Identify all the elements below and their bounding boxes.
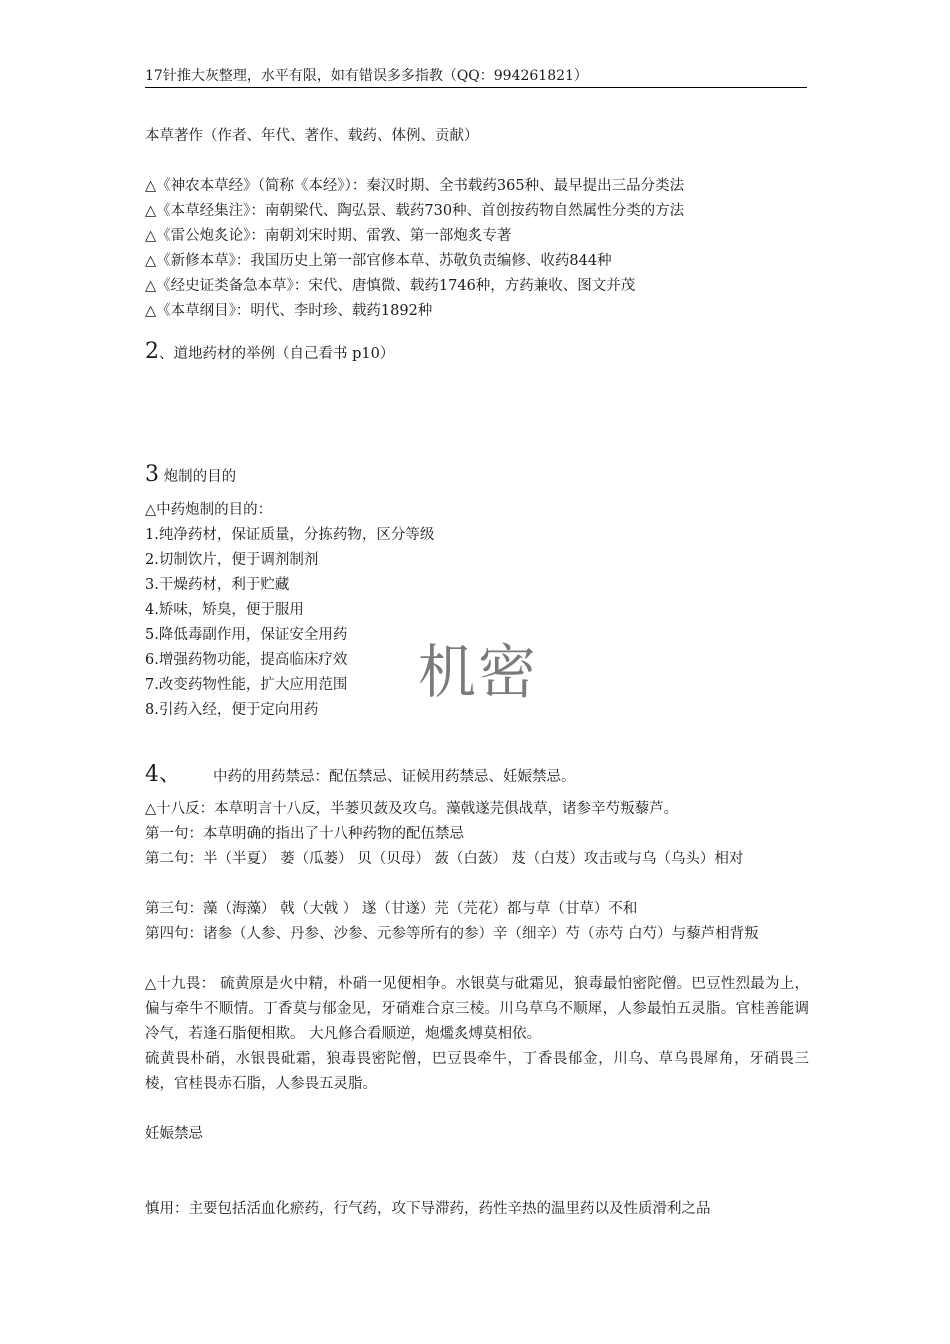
- fears-summary: 硫黄畏朴硝，水银畏砒霜，狼毒畏密陀僧，巴豆畏牵牛，丁香畏郁金，川乌、草乌畏犀角，牙硝畏三棱，官桂畏赤石脂，人参畏五灵脂。: [145, 1051, 809, 1092]
- section-2-number: 2: [145, 339, 159, 364]
- book-item-4: △《新修本草》：我国历史上第一部官修本草、苏敬负责编修、收药844种: [145, 253, 612, 269]
- section-4-heading: [145, 761, 576, 791]
- section-3-heading: [145, 460, 810, 492]
- book-item-5: △《经史证类备急本草》：宋代、唐慎微、载药1746种，方药兼收、图文并茂: [145, 278, 636, 294]
- processing-item-4: 4.矫味，矫臭，便于服用: [145, 602, 304, 618]
- verse-line-4: 第四句：诸参（人参、丹参、沙参、元参等所有的参）辛（细辛）芍（赤芍 白芍）与藜芦相背叛: [145, 926, 759, 942]
- confidential-watermark: 机密: [418, 638, 539, 706]
- section-1-title: 本草著作（作者、年代、著作、载药、体例、贡献）: [145, 128, 479, 144]
- processing-item-3: 3.干燥药材，利于贮藏: [145, 577, 290, 593]
- processing-item-2: 2.切制饮片，便于调剂制剂: [145, 552, 319, 568]
- section-4-number: 4、: [145, 762, 181, 787]
- section-2-title: 、道地药材的举例（自己看书 p10）: [159, 346, 395, 362]
- processing-intro: △中药炮制的目的：: [145, 502, 273, 518]
- processing-item-8: 8.引药入经，便于定向用药: [145, 702, 319, 718]
- nineteen-fears: △十九畏： 硫黄原是火中精，朴硝一见便相争。水银莫与砒霜见，狼毒最怕密陀僧。巴豆性烈最为上，偏与牵牛不顺情。丁香莫与郁金见，牙硝难合京三棱。川乌草乌不顺犀，人参最怕五灵脂。官桂善能调冷气，若逢石脂便相欺。 大凡修合看顺逆，炮爁炙煿莫相依。: [145, 976, 809, 1042]
- section-3-title: 炮制的目的: [163, 469, 237, 485]
- use-with-caution: 慎用：主要包括活血化瘀药，行气药，攻下导滞药，药性辛热的温里药以及性质滑利之品: [145, 1201, 711, 1217]
- verse-line-2: 第二句：半（半夏） 蒌（瓜蒌） 贝（贝母） 蔹（白蔹） 芨（白芨）攻击或与乌（乌头）相对: [145, 851, 744, 867]
- processing-item-1: 1.纯净药材，保证质量，分拣药物，区分等级: [145, 527, 435, 543]
- eighteen-incompatibilities: △十八反：本草明言十八反，半蒌贝蔹及攻乌。藻戟遂芫俱战草，诸参辛芍叛藜芦。: [145, 801, 679, 817]
- section-4-title: 中药的用药禁忌：配伍禁忌、证候用药禁忌、妊娠禁忌。: [213, 769, 576, 785]
- processing-item-6: 6.增强药物功能，提高临床疗效: [145, 652, 348, 668]
- header-rule: [145, 87, 807, 88]
- page-header: 17针推大灰整理，水平有限，如有错误多多指教（QQ：994261821）: [145, 68, 588, 84]
- processing-item-7: 7.改变药物性能，扩大应用范围: [145, 677, 348, 693]
- verse-line-3: 第三句：藻（海藻） 戟（大戟 ） 遂（甘遂）芫（芫花）都与草（甘草）不和: [145, 901, 638, 917]
- book-item-1: △《神农本草经》（简称《本经》）：秦汉时期、全书载药365种、最早提出三品分类法: [145, 178, 685, 194]
- book-item-6: △《本草纲目》：明代、李时珍、载药1892种: [145, 303, 433, 319]
- book-item-2: △《本草经集注》：南朝梁代、陶弘景、载药730种、首创按药物自然属性分类的方法: [145, 203, 685, 219]
- processing-item-5: 5.降低毒副作用，保证安全用药: [145, 627, 348, 643]
- verse-line-1: 第一句：本草明确的指出了十八种药物的配伍禁忌: [145, 826, 464, 842]
- book-item-3: △《雷公炮炙论》：南朝刘宋时期、雷敩、第一部炮炙专著: [145, 228, 512, 244]
- section-3-number: 3: [145, 462, 159, 487]
- pregnancy-contraindications-title: 妊娠禁忌: [145, 1126, 203, 1142]
- section-2-heading: [145, 337, 810, 369]
